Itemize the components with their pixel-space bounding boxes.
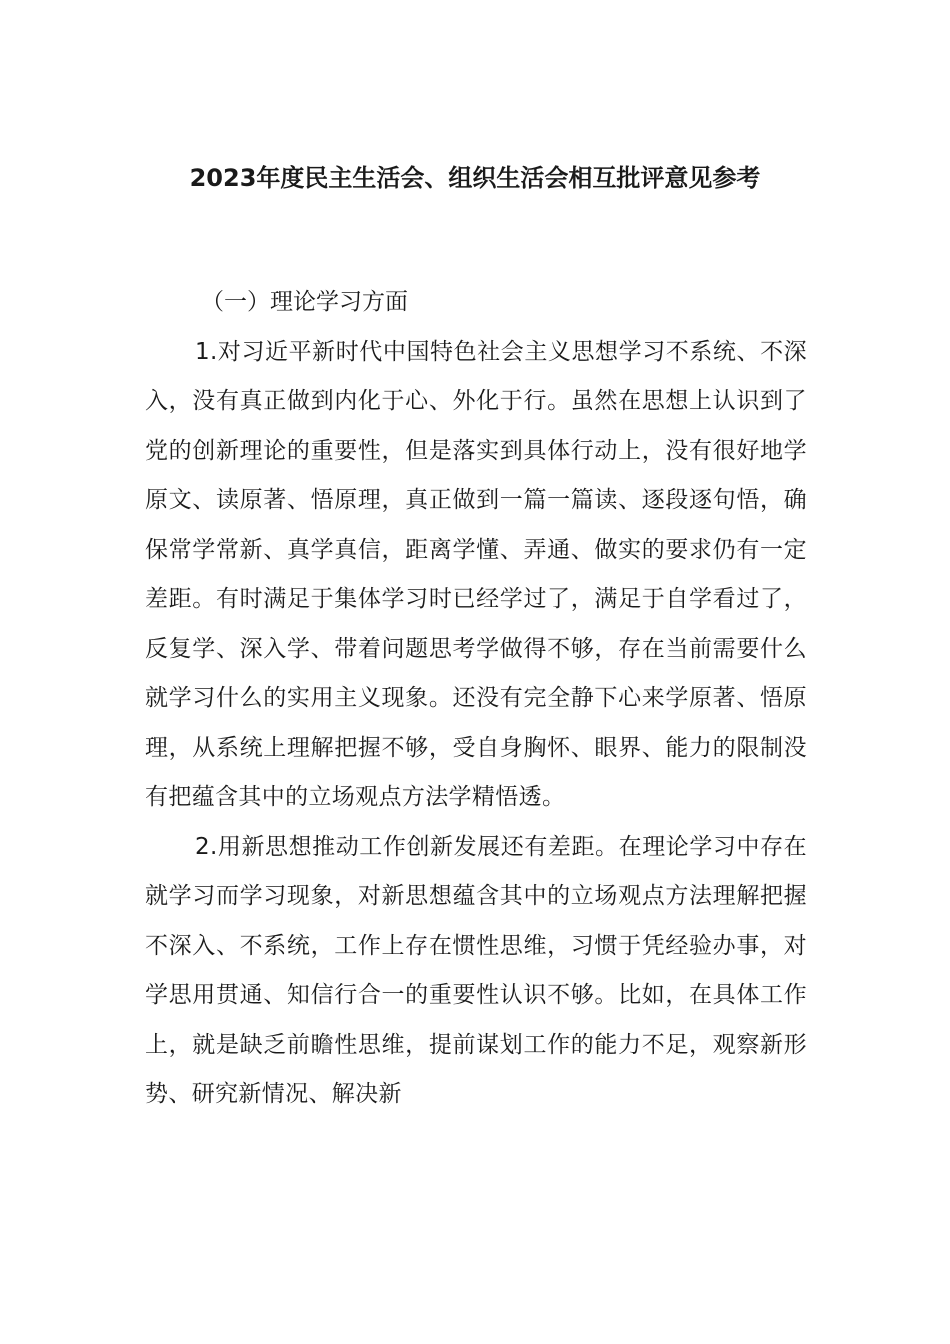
paragraph-1: 1.对习近平新时代中国特色社会主义思想学习不系统、不深入，没有真正做到内化于心、外化于行。虽然在思想上认识到了党的创新理论的重要性，但是落实到具体行动上，没有很好地学原文、读原著、悟原理，真正做到一篇一篇读、逐段逐句悟，确保常学常新、真学真信，距离学懂、弄通、做实的要求仍有一定差距。有时满足于集体学习时已经学过了，满足于自学看过了，反复学、深入学、带着问题思考学做得不够，存在当前需要什么就学习什么的实用主义现象。还没有完全静下心来学原著、悟原理，从系统上理解把握不够，受自身胸怀、眼界、能力的限制没有把蕴含其中的立场观点方法学精悟透。 [145,338,807,810]
section-heading: （一）理论学习方面 [201,289,408,315]
document-body [145,278,807,1120]
paragraph-2: 2.用新思想推动工作创新发展还有差距。在理论学习中存在就学习而学习现象，对新思想蕴含其中的立场观点方法理解把握不深入、不系统，工作上存在惯性思维，习惯于凭经验办事，对学思用贯通、知信行合一的重要性认识不够。比如，在具体工作上，就是缺乏前瞻性思维，提前谋划工作的能力不足，观察新形势、研究新情况、解决新 [145,833,807,1107]
document-title: 2023年度民主生活会、组织生活会相互批评意见参考 [189,164,761,192]
